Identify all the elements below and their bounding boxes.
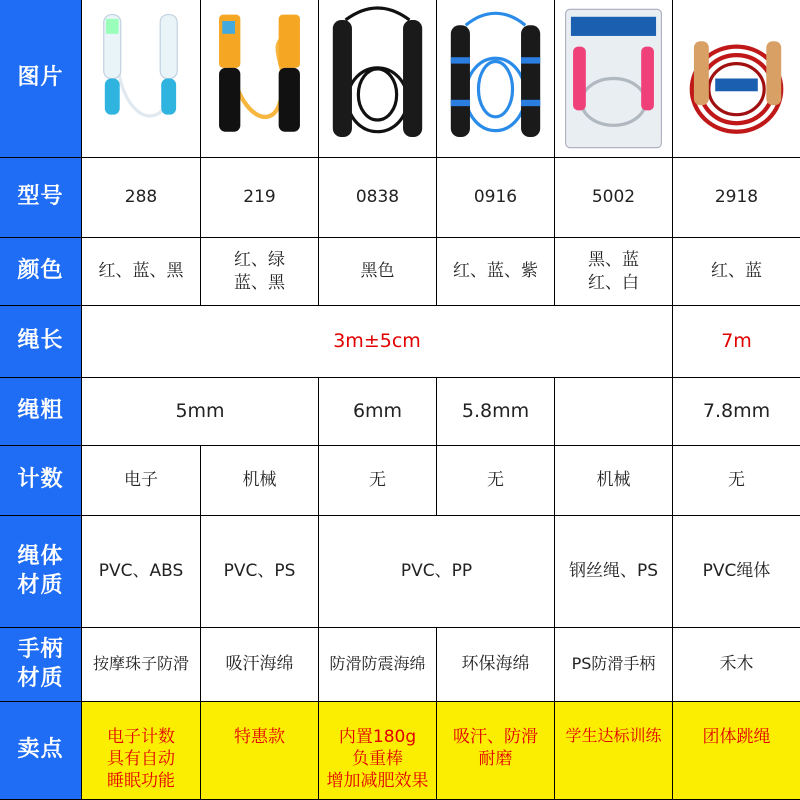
thickness-5002	[555, 378, 673, 446]
model-219: 219	[201, 158, 319, 238]
selling-line: 学生达标训练	[565, 726, 662, 745]
row-header-rope-material	[0, 516, 82, 628]
pink-steel-wire-jump-rope-boxed-icon	[559, 4, 668, 153]
rope-material-2918: PVC绳体	[673, 516, 800, 628]
product-image-0838	[319, 0, 437, 158]
header-line: 绳体	[17, 543, 64, 569]
selling-line: 增加减肥效果	[326, 771, 429, 792]
thickness-merged: 5mm	[82, 378, 319, 446]
color-2918: 红、蓝	[673, 238, 800, 306]
product-image-2918	[673, 0, 800, 158]
white-digital-counter-jump-rope-icon	[86, 4, 196, 153]
color-line: 红、白	[588, 272, 639, 293]
rope-material-219: PVC、PS	[201, 516, 319, 628]
header-line: 材质	[17, 572, 64, 598]
color-0916: 红、蓝、紫	[437, 238, 555, 306]
thickness-2918: 7.8mm	[673, 378, 800, 446]
color-line: 黑、蓝	[588, 250, 639, 271]
selling-point-0916	[437, 702, 555, 800]
row-header-handle-material	[0, 628, 82, 702]
rope-material-merged: PVC、PP	[319, 516, 555, 628]
counter-288: 电子	[82, 446, 201, 516]
selling-line: 睡眠功能	[107, 771, 175, 792]
header-line: 材质	[17, 665, 64, 691]
model-5002: 5002	[555, 158, 673, 238]
selling-line: 特惠款	[234, 727, 285, 747]
color-0838: 黑色	[319, 238, 437, 306]
row-header-color: 颜色	[0, 238, 82, 306]
model-0838: 0838	[319, 158, 437, 238]
selling-line: 吸汗、防滑	[453, 727, 538, 747]
row-header-model: 型号	[0, 158, 82, 238]
selling-line: 团体跳绳	[702, 727, 771, 747]
model-2918: 2918	[673, 158, 800, 238]
selling-point-288	[82, 702, 201, 800]
color-line: 红、绿	[234, 250, 285, 271]
selling-point-2918	[673, 702, 800, 800]
black-foam-jump-rope-icon	[323, 4, 432, 153]
handle-material-288: 按摩珠子防滑	[82, 628, 201, 702]
header-line: 手柄	[17, 636, 64, 662]
handle-material-0838: 防滑防震海绵	[319, 628, 437, 702]
handle-material-5002: PS防滑手柄	[555, 628, 673, 702]
counter-219: 机械	[201, 446, 319, 516]
product-image-0916	[437, 0, 555, 158]
model-0916: 0916	[437, 158, 555, 238]
model-288: 288	[82, 158, 201, 238]
row-header-image: 图片	[0, 0, 82, 158]
counter-0916: 无	[437, 446, 555, 516]
rope-material-288: PVC、ABS	[82, 516, 201, 628]
selling-line: 耐磨	[478, 749, 513, 770]
color-288: 红、蓝、黑	[82, 238, 201, 306]
handle-material-0916: 环保海绵	[437, 628, 555, 702]
blue-foam-jump-rope-icon	[441, 4, 550, 153]
product-image-5002	[555, 0, 673, 158]
thickness-0838: 6mm	[319, 378, 437, 446]
counter-2918: 无	[673, 446, 800, 516]
color-219	[201, 238, 319, 306]
handle-material-2918: 禾木	[673, 628, 800, 702]
selling-line: 负重棒	[352, 749, 403, 770]
product-image-219	[201, 0, 319, 158]
selling-line: 具有自动	[107, 749, 175, 770]
color-line: 蓝、黑	[234, 272, 285, 293]
row-header-counter: 计数	[0, 446, 82, 516]
handle-material-219: 吸汗海绵	[201, 628, 319, 702]
length-merged: 3m±5cm	[82, 306, 673, 378]
counter-0838: 无	[319, 446, 437, 516]
orange-counter-jump-rope-icon	[205, 4, 314, 153]
color-5002	[555, 238, 673, 306]
product-image-288	[82, 0, 201, 158]
counter-5002: 机械	[555, 446, 673, 516]
selling-line: 内置180g	[338, 727, 417, 747]
rope-material-5002: 钢丝绳、PS	[555, 516, 673, 628]
row-header-thickness: 绳粗	[0, 378, 82, 446]
selling-line: 电子计数	[107, 727, 175, 747]
row-header-selling-point: 卖点	[0, 702, 82, 800]
row-header-length: 绳长	[0, 306, 82, 378]
red-wooden-handle-jump-rope-icon	[677, 4, 796, 153]
thickness-0916: 5.8mm	[437, 378, 555, 446]
length-2918: 7m	[673, 306, 800, 378]
selling-point-219	[201, 702, 319, 800]
selling-point-0838	[319, 702, 437, 800]
selling-point-5002	[555, 702, 673, 800]
